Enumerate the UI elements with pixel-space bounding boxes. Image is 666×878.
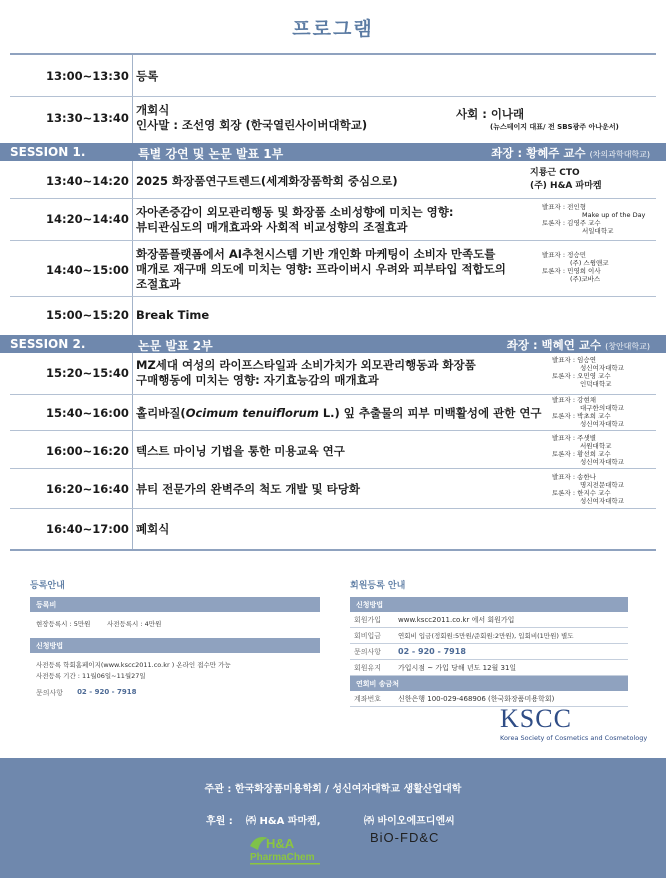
contact-row	[30, 683, 320, 703]
presenter-org: 명지전문대학교	[580, 481, 624, 489]
row-value: 02 - 920 - 7918	[398, 647, 466, 656]
presenter: 발표자 : 정승민	[542, 251, 586, 259]
discussant-org: (주)코바스	[570, 275, 601, 283]
kscc-logo-text: KSCC	[500, 704, 572, 733]
program-row	[10, 509, 656, 549]
row-divider-vertical	[132, 353, 133, 395]
row-title	[136, 205, 453, 235]
discussant: 토론자 : 오민영 교수	[552, 372, 611, 380]
row-key: 회원가입	[354, 615, 382, 624]
row-divider-vertical	[132, 469, 133, 509]
presenter: 발표자 : 전인형	[542, 203, 586, 211]
discussant: 토론자 : 김영주 교수	[542, 219, 601, 227]
row-divider-vertical	[132, 97, 133, 143]
row-value: 신한은행 100-029-468906 (한국화장품미용학회)	[398, 694, 555, 703]
row-title-line: 구매행동에 미치는 영향: 자기효능감의 매개효과	[136, 373, 379, 387]
row-divider-vertical	[132, 241, 133, 297]
sponsor-ha: ㈜ H&A 파마켐,	[246, 816, 321, 827]
title-part: 홀리바질(	[136, 406, 186, 420]
speaker	[530, 167, 602, 193]
row-title	[136, 247, 506, 292]
program-row	[10, 199, 656, 241]
registration-title: 등록안내	[30, 581, 65, 591]
row-title: 폐회식	[136, 522, 170, 536]
row-title	[136, 358, 476, 388]
program-bottom-line	[10, 549, 656, 551]
row-time: 14:40~15:00	[46, 263, 129, 277]
discussant-org: 서일대학교	[582, 227, 614, 235]
title-part: L.) 잎 추출물의 피부 미백활성에 관한 연구	[318, 406, 542, 420]
row-title: 뷰티 전문가의 완벽주의 척도 개발 및 타당화	[136, 482, 360, 496]
row-value: 연회비 입금(정회원:5만원/준회원:2만원), 입회비(1만원) 별도	[398, 632, 574, 640]
row-divider-vertical	[132, 395, 133, 431]
kscc-logo-subtitle: Korea Society of Cosmetics and Cosmetology	[500, 734, 648, 742]
method-line: 사전등록 기간 : 11월06일~11월27일	[36, 672, 146, 680]
session-header	[0, 143, 666, 161]
membership-title: 회원등록 안내	[350, 581, 406, 591]
membership-row	[350, 660, 628, 676]
ha-logo-bottom: PharmaChem	[250, 852, 315, 863]
session-chair	[491, 145, 650, 161]
membership-row	[350, 628, 628, 644]
fee-text: 현장등록시 : 5만원 사전등록시 : 4만원	[36, 620, 162, 628]
kscc-logo	[500, 706, 650, 750]
program-row	[10, 353, 656, 395]
row-time: 13:00~13:30	[46, 69, 129, 83]
account-bar: 연회비 송금처	[350, 676, 628, 691]
contact-label: 문의사항	[36, 689, 64, 697]
row-key: 문의사항	[354, 647, 382, 656]
program-row	[10, 297, 656, 335]
row-divider-vertical	[132, 199, 133, 241]
presenter-org: 서원대학교	[580, 442, 612, 450]
row-time: 13:30~13:40	[46, 111, 129, 125]
presenters	[552, 396, 624, 428]
emcee: 사회 : 이나래	[456, 107, 525, 121]
row-key: 회비입금	[354, 631, 382, 640]
page-title: 프로그램	[292, 18, 374, 40]
row-title-line: 자아존중감이 외모관리행동 및 화장품 소비성향에 미치는 영향:	[136, 205, 454, 219]
row-divider-vertical	[132, 509, 133, 549]
chair-org: (창안대학교)	[605, 342, 650, 351]
sponsor-bio: ㈜ 바이오에프디엔씨	[364, 816, 455, 827]
row-key: 회원유지	[354, 663, 382, 672]
row-divider-vertical	[132, 55, 133, 97]
row-title	[136, 103, 367, 133]
membership-info	[350, 578, 628, 707]
discussant: 토론자 : 황선희 교수	[552, 450, 611, 458]
row-time: 15:40~16:00	[46, 406, 129, 420]
membership-row	[350, 612, 628, 628]
discussant: 토론자 : 박초희 교수	[552, 412, 611, 420]
presenter-org: 대구한의대학교	[580, 404, 624, 412]
contact-value: 02 - 920 - 7918	[77, 688, 137, 696]
row-key: 계좌번호	[354, 694, 382, 703]
program-row	[10, 161, 656, 199]
row-title-line: 조절효과	[136, 277, 181, 291]
row-title: 등록	[136, 69, 159, 83]
biofdc-logo: BiO-FD&C	[370, 830, 440, 845]
row-time: 13:40~14:20	[46, 174, 129, 188]
row-time: 16:40~17:00	[46, 522, 129, 536]
row-time: 15:00~15:20	[46, 308, 129, 322]
discussant-org: 인덕대학교	[580, 380, 612, 388]
row-title-line: 화장품플랫폼에서 AI추천시스템 기반 개인화 마케팅이 소비자 만족도를	[136, 247, 496, 261]
program-row	[10, 395, 656, 431]
presenters	[552, 356, 624, 388]
session-label: SESSION 2.	[10, 337, 86, 351]
row-time: 15:20~15:40	[46, 366, 129, 380]
method-line: 사전등록 학회홈페이지(www.kscc2011.co.kr ) 온라인 접수만 가능	[36, 661, 231, 669]
chair-name: 좌장 : 백혜연 교수	[506, 338, 602, 352]
membership-method-bar: 신청방법	[350, 597, 628, 612]
row-divider-vertical	[132, 161, 133, 199]
fee-bar: 등록비	[30, 597, 320, 612]
chair-name: 좌장 : 황혜주 교수	[491, 146, 586, 160]
discussant: 토론자 : 민영희 이사	[542, 267, 601, 275]
discussant-org: 성신여자대학교	[580, 420, 624, 428]
row-value: 가입시점 ~ 가입 당해 년도 12월 31일	[398, 663, 517, 672]
method-bar: 신청방법	[30, 638, 320, 653]
presenters	[542, 203, 645, 235]
row-time: 16:20~16:40	[46, 482, 129, 496]
presenter: 발표자 : 송한나	[552, 473, 596, 481]
sponsor-label: 후원 :	[206, 816, 233, 827]
row-divider-vertical	[132, 431, 133, 469]
presenters	[552, 473, 624, 505]
presenters	[542, 251, 609, 283]
presenter: 발표자 : 강현채	[552, 396, 596, 404]
discussant-org: 성신여자대학교	[580, 497, 624, 505]
registration-info	[30, 578, 320, 703]
row-title	[136, 406, 542, 421]
session-label: SESSION 1.	[10, 145, 86, 159]
row-title-line: 인사말 : 조선영 회장 (한국열린사이버대학교)	[136, 118, 368, 132]
row-time: 16:00~16:20	[46, 444, 129, 458]
row-time: 14:20~14:40	[46, 212, 129, 226]
row-title-line: MZ세대 여성의 라이프스타일과 소비가치가 외모관리행동과 화장품	[136, 358, 476, 372]
program-row	[10, 431, 656, 469]
row-value: www.kscc2011.co.kr 에서 회원가입	[398, 615, 515, 624]
presenter-org: Make up of the Day	[582, 211, 646, 219]
membership-row	[350, 644, 628, 660]
discussant: 토론자 : 한지수 교수	[552, 489, 611, 497]
program-row	[10, 55, 656, 97]
row-title: 2025 화장품연구트렌드(세계화장품학회 중심으로)	[136, 174, 398, 188]
row-title: Break Time	[136, 308, 210, 322]
presenter: 발표자 : 임승연	[552, 356, 596, 364]
presenter-org: 성신여자대학교	[580, 364, 624, 372]
emcee-sub: (뉴스테이지 대표/ 전 SBS광주 아나운서)	[490, 123, 619, 131]
speaker-name: 지룡근 CTO	[530, 168, 580, 178]
session-title: 특별 강연 및 논문 발표 1부	[138, 147, 284, 161]
program-row	[10, 241, 656, 297]
session-chair	[507, 337, 650, 353]
program-row	[10, 469, 656, 509]
ha-pharmachem-logo	[244, 828, 330, 868]
row-title-line: 매개로 재구매 의도에 미치는 영향: 프라이버시 우려와 피부타입 적합도의	[136, 262, 506, 276]
row-title-line: 뷰티관심도의 매개효과와 사회적 비교성향의 조절효과	[136, 220, 408, 234]
discussant-org: 성신여자대학교	[580, 458, 624, 466]
chair-org: (차의과학대학교)	[589, 150, 650, 159]
program-row	[10, 97, 656, 143]
session-title: 논문 발표 2부	[138, 339, 213, 353]
footer	[0, 758, 666, 878]
ha-logo-top: H&A	[266, 836, 295, 851]
account-row	[350, 691, 628, 707]
session-header	[0, 335, 666, 353]
presenters	[552, 434, 624, 466]
host-text: 주관 : 한국화장품미용학회 / 성신여자대학교 생활산업대학	[204, 784, 462, 795]
presenter: 발표자 : 주샛별	[552, 434, 596, 442]
title-species: Ocimum tenuiflorum	[185, 406, 319, 420]
row-title: 텍스트 마이닝 기법을 통한 미용교육 연구	[136, 444, 345, 458]
row-divider-vertical	[132, 297, 133, 335]
speaker-org: (주) H&A 파마켐	[530, 181, 602, 191]
presenter-org: (주) 스윙앤코	[570, 259, 609, 267]
row-title-line: 개회식	[136, 103, 170, 117]
